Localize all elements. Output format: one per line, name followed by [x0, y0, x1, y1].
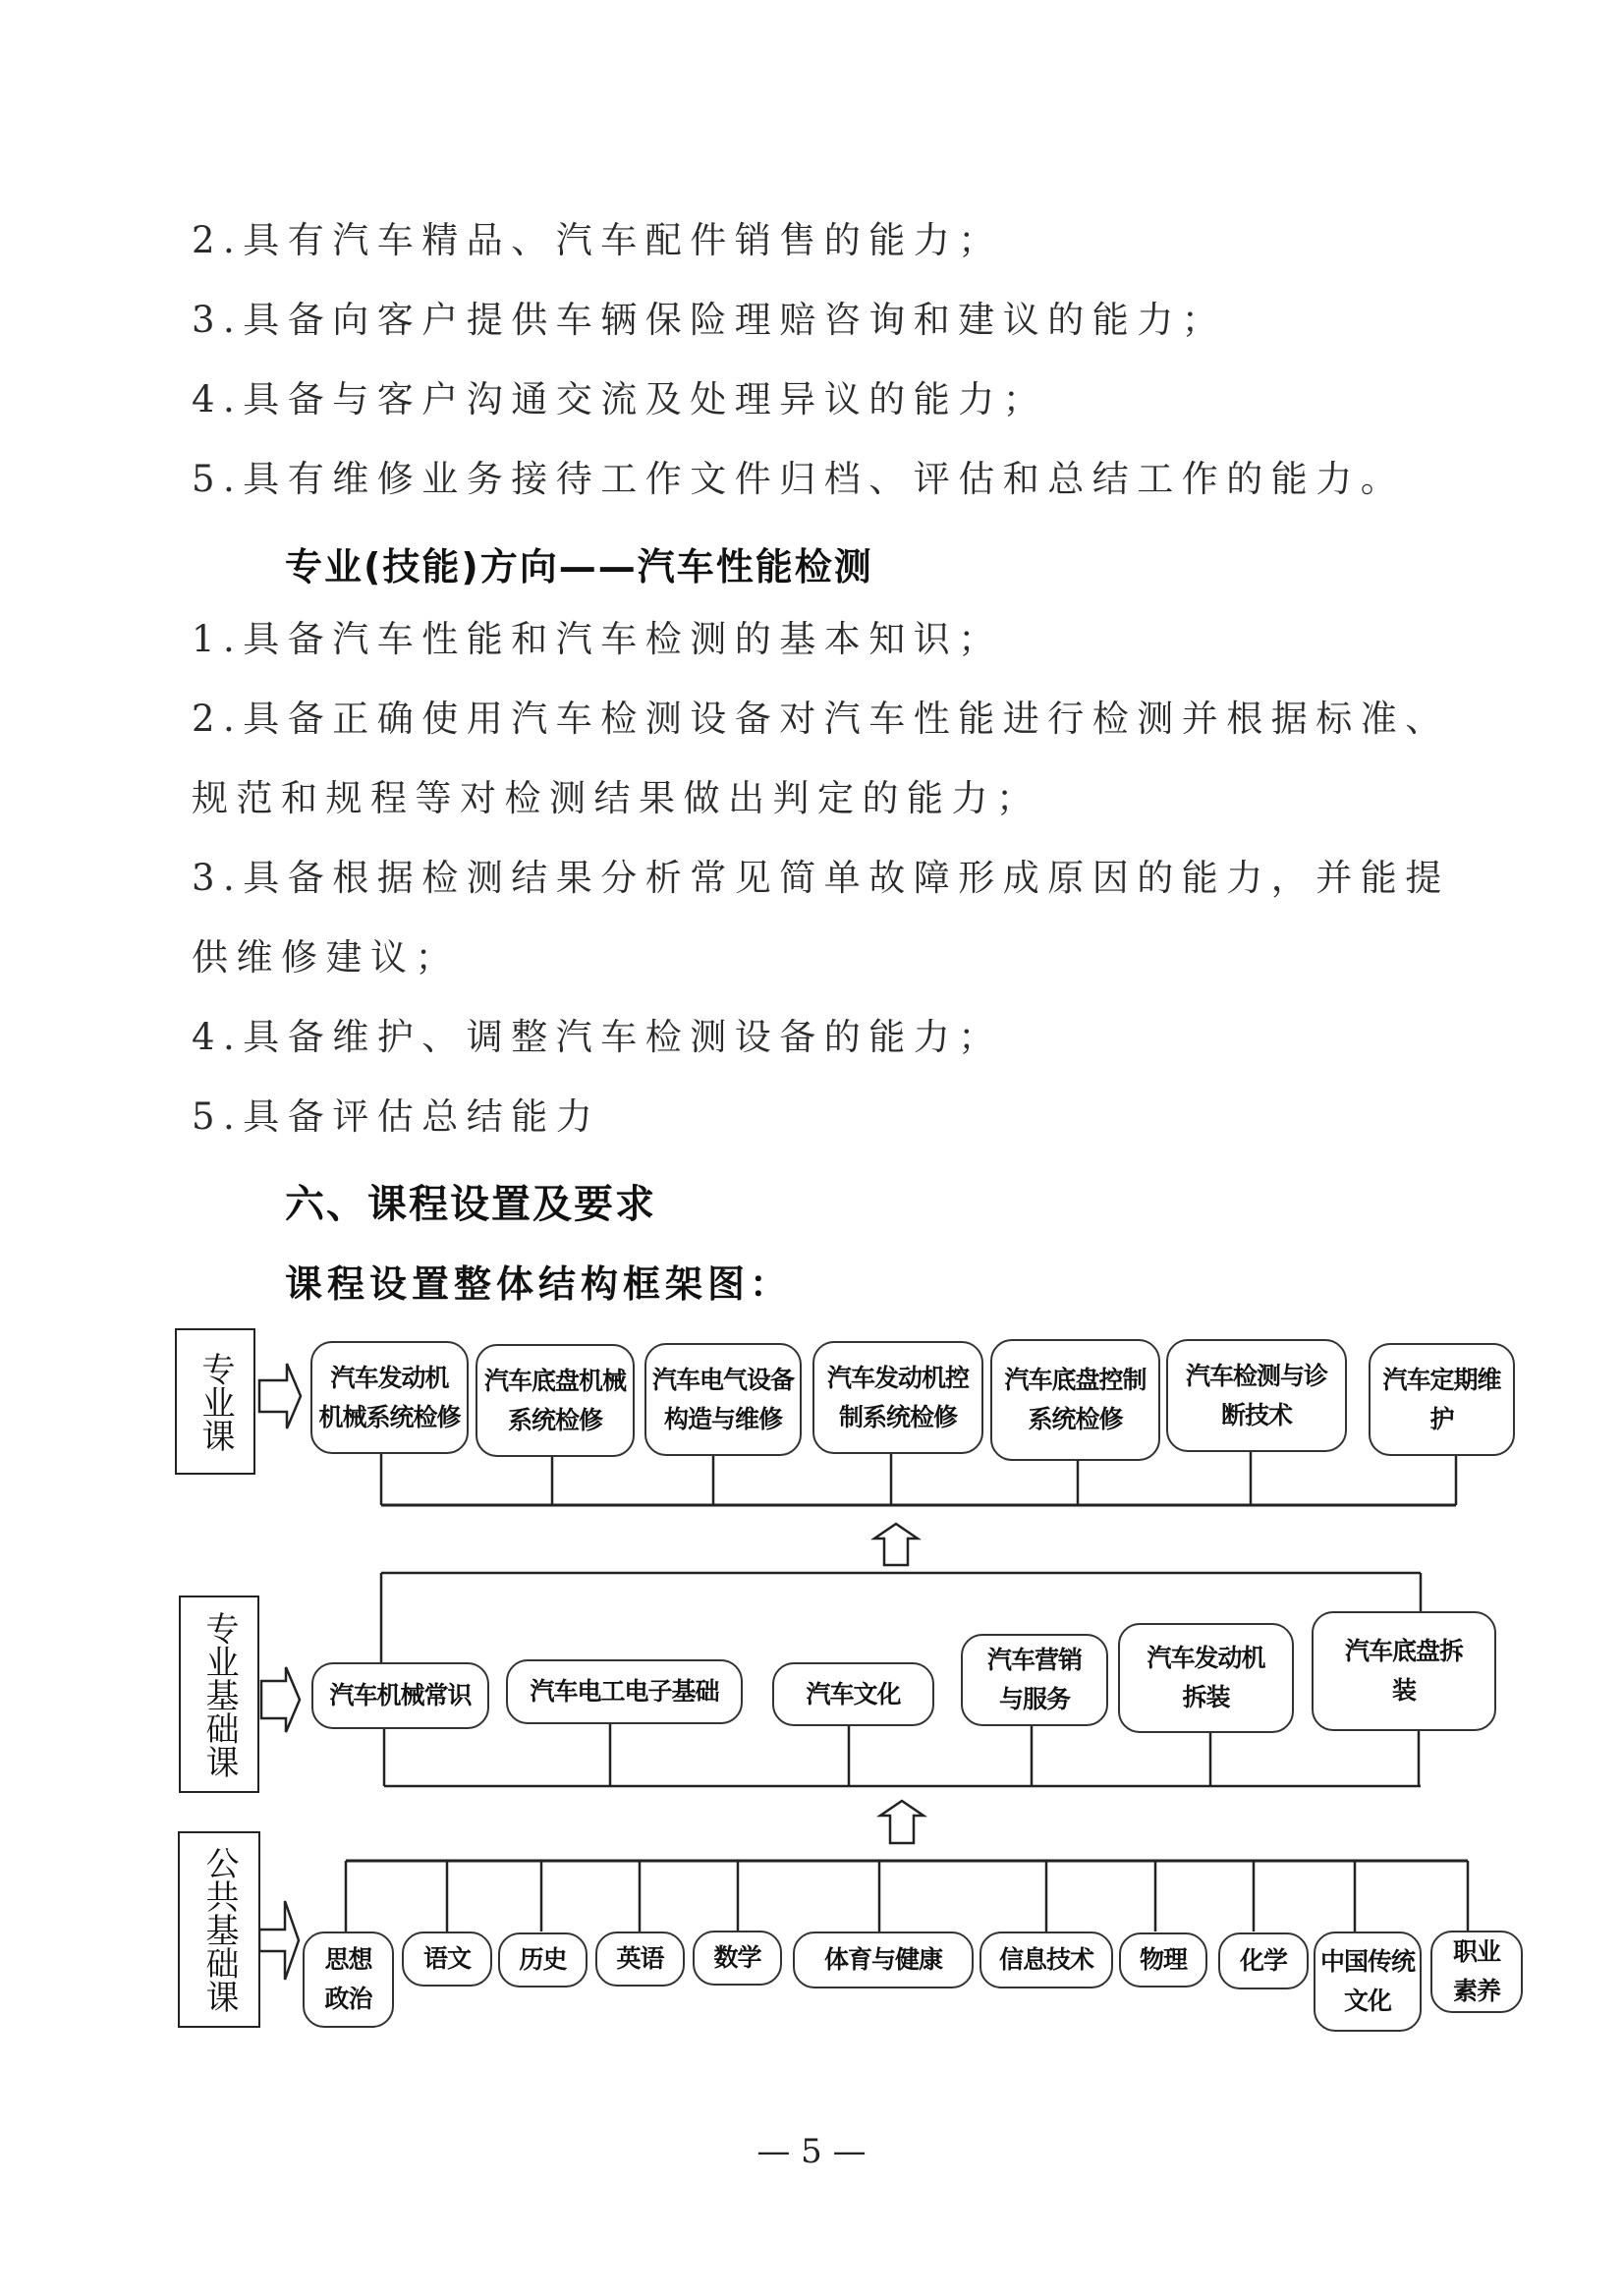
course-box — [1118, 1623, 1294, 1733]
course-name-line: 语文 — [422, 1944, 471, 1973]
course-box — [979, 1932, 1113, 1988]
course-box — [498, 1932, 588, 1988]
course-box — [812, 1341, 983, 1454]
course-name-line: 护 — [1429, 1404, 1454, 1433]
course-name-line: 物理 — [1139, 1945, 1187, 1974]
course-name-line: 汽车营销 — [986, 1646, 1082, 1674]
direction-item: 供维修建议； — [192, 936, 460, 979]
ability-item: 4.具备与客户沟通交流及处理异议的能力； — [192, 378, 1048, 420]
course-name-line: 中国传统 — [1319, 1947, 1415, 1976]
course-name-line: 汽车底盘拆 — [1344, 1637, 1463, 1665]
course-name-line: 断技术 — [1220, 1400, 1292, 1429]
course-name-line: 与服务 — [998, 1685, 1070, 1713]
right-arrow-icon — [259, 1901, 299, 1980]
course-box — [1218, 1932, 1309, 1989]
course-name-line: 汽车检测与诊 — [1185, 1361, 1327, 1390]
course-name-line: 拆装 — [1182, 1683, 1230, 1711]
course-box — [1314, 1932, 1422, 2032]
course-box — [310, 1341, 469, 1454]
direction-item: 1.具备汽车性能和汽车检测的基本知识； — [192, 618, 1003, 660]
course-box — [1166, 1339, 1347, 1452]
ability-item: 5.具有维修业务接待工作文件归档、评估和总结工作的能力。 — [192, 458, 1406, 500]
course-name-line: 汽车机械常识 — [329, 1681, 472, 1709]
course-name-line: 汽车电工电子基础 — [530, 1677, 719, 1706]
course-name-line: 构造与维修 — [663, 1404, 782, 1433]
course-box — [990, 1339, 1160, 1461]
course-name-line: 汽车文化 — [806, 1679, 901, 1708]
course-name-line: 系统检修 — [1028, 1405, 1123, 1433]
course-name-line: 制系统检修 — [838, 1402, 957, 1431]
course-name-line: 汽车定期维 — [1382, 1365, 1501, 1394]
course-box — [793, 1932, 974, 1988]
course-name-line: 数学 — [713, 1943, 761, 1972]
course-name-line: 汽车电气设备 — [651, 1365, 794, 1394]
course-name-line: 英语 — [616, 1944, 664, 1973]
section-heading: 六、课程设置及要求 — [285, 1182, 656, 1227]
direction-item: 3.具备根据检测结果分析常见简单故障形成原因的能力，并能提 — [192, 857, 1450, 899]
label-public-foundation-courses: 公共基础课 — [178, 1831, 260, 2028]
course-name-line: 化学 — [1239, 1946, 1287, 1975]
course-name-line: 政治 — [324, 1985, 372, 2013]
course-box — [1312, 1611, 1496, 1731]
course-box — [1119, 1932, 1207, 1988]
right-arrow-icon — [261, 1667, 300, 1732]
ability-item: 3.具备向客户提供车辆保险理赔咨询和建议的能力； — [192, 299, 1227, 341]
up-arrow-icon — [874, 1524, 918, 1565]
up-arrow-icon — [880, 1801, 923, 1843]
course-box — [506, 1659, 743, 1724]
course-name-line: 历史 — [519, 1945, 567, 1974]
label-professional-foundation-courses: 专业基础课 — [179, 1596, 259, 1793]
course-name-line: 信息技术 — [998, 1945, 1093, 1974]
course-box — [402, 1932, 492, 1987]
course-name-line: 汽车底盘机械 — [483, 1366, 626, 1395]
direction-item: 4.具备维护、调整汽车检测设备的能力； — [192, 1016, 1003, 1058]
course-name-line: 体育与健康 — [823, 1945, 942, 1974]
course-name-line: 素养 — [1452, 1977, 1500, 2005]
course-name-line: 职业 — [1452, 1937, 1500, 1966]
course-box — [595, 1932, 685, 1987]
course-box — [693, 1931, 782, 1986]
course-box — [311, 1662, 489, 1729]
course-name-line: 文化 — [1343, 1987, 1391, 2015]
direction-item: 规范和规程等对检测结果做出判定的能力； — [192, 777, 1041, 819]
course-box — [1430, 1931, 1523, 2013]
course-box — [476, 1344, 635, 1457]
ability-item: 2.具有汽车精品、汽车配件销售的能力； — [192, 219, 1003, 261]
course-name-line: 汽车发动机 — [330, 1363, 449, 1392]
course-box — [772, 1662, 934, 1726]
course-name-line: 系统检修 — [507, 1405, 602, 1434]
course-box — [303, 1932, 394, 2028]
course-name-line: 装 — [1391, 1676, 1416, 1705]
diagram-caption: 课程设置整体结构框架图： — [285, 1262, 793, 1306]
direction-item: 2.具备正确使用汽车检测设备对汽车性能进行检测并根据标准、 — [192, 698, 1450, 740]
direction-item: 5.具备评估总结能力 — [192, 1095, 601, 1138]
course-name-line: 思想 — [324, 1945, 372, 1974]
course-box — [961, 1634, 1108, 1726]
course-name-line: 汽车发动机 — [1147, 1644, 1265, 1672]
course-box — [1369, 1343, 1515, 1456]
course-name-line: 汽车底盘控制 — [1004, 1366, 1147, 1394]
direction-heading: 专业(技能)方向——汽车性能检测 — [285, 545, 873, 588]
course-name-line: 汽车发动机控 — [826, 1363, 969, 1392]
label-professional-courses: 专业课 — [175, 1328, 255, 1475]
course-box — [644, 1343, 802, 1456]
page-number: — 5 — — [756, 2132, 867, 2171]
right-arrow-icon — [259, 1364, 301, 1428]
course-name-line: 机械系统检修 — [318, 1402, 461, 1431]
